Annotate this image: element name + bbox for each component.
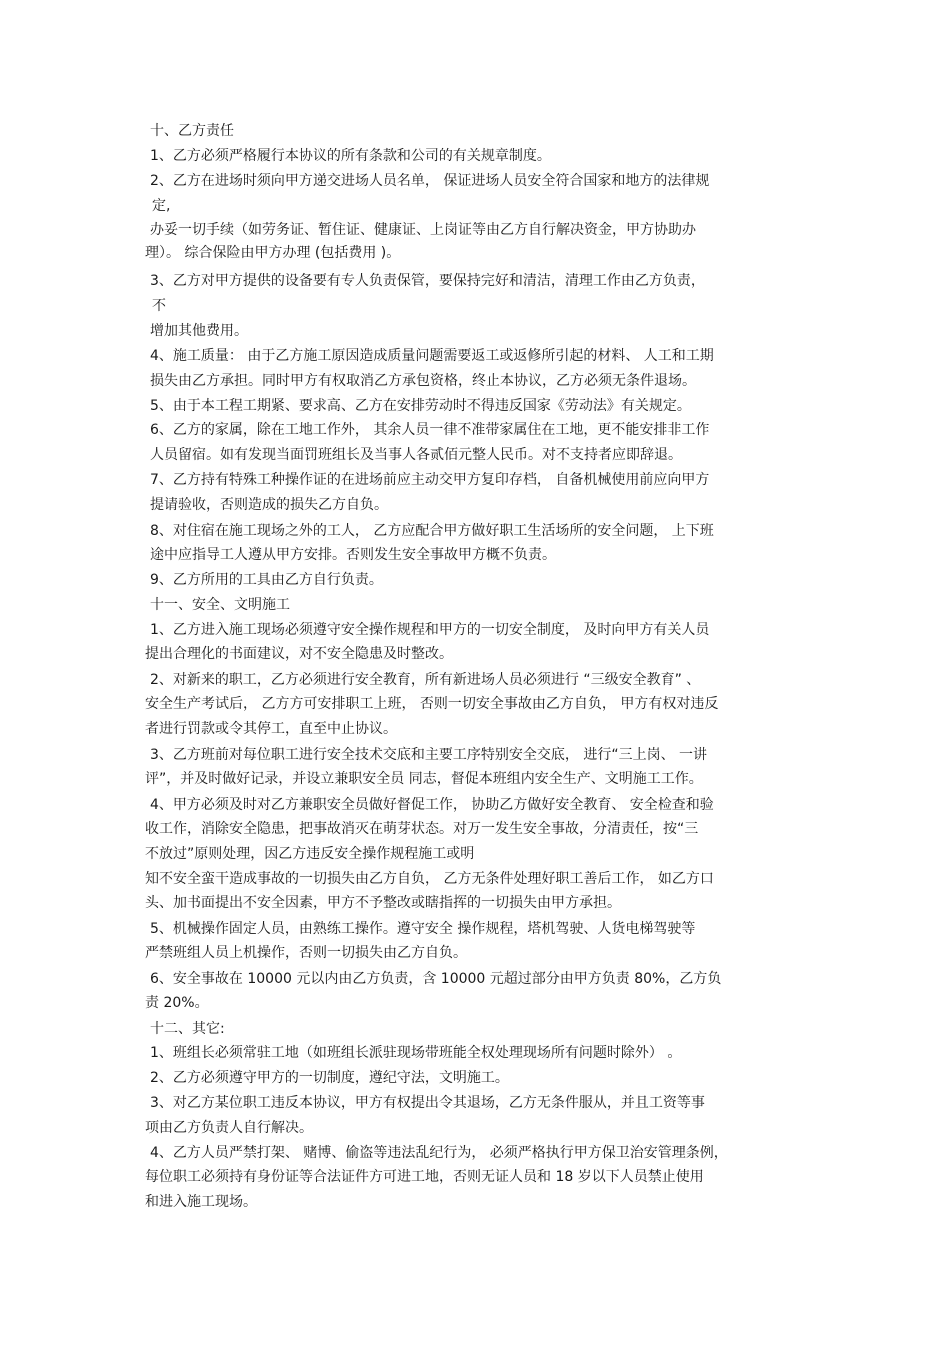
paragraph-line: 知不安全蛮干造成事故的一切损失由乙方自负， 乙方无条件处理好职工善后工作， 如乙方口 bbox=[145, 871, 714, 887]
paragraph-line: 2、对新来的职工，乙方必须进行安全教育，所有新进场人员必须进行 “三级安全教育” 、 bbox=[150, 672, 701, 688]
paragraph-line: 5、机械操作固定人员，由熟练工操作。遵守安全 操作规程，塔机驾驶、人货电梯驾驶等 bbox=[150, 921, 696, 937]
paragraph-line: 5、由于本工程工期紧、要求高、乙方在安排劳动时不得违反国家《劳动法》有关规定。 bbox=[150, 398, 691, 414]
paragraph-line: 6、安全事故在 10000 元以内由乙方负责，含 10000 元超过部分由甲方负责 80%，乙方负 bbox=[150, 971, 722, 987]
paragraph-line: 办妥一切手续（如劳务证、暂住证、健康证、上岗证等由乙方自行解决资金，甲方协助办 bbox=[150, 222, 696, 238]
paragraph-line: 途中应指导工人遵从甲方安排。否则发生安全事故甲方概不负责。 bbox=[150, 547, 556, 563]
paragraph-line: 评”，并及时做好记录，并设立兼职安全员 同志，督促本班组内安全生产、文明施工工作。 bbox=[145, 771, 703, 787]
paragraph-line: 1、乙方必须严格履行本协议的所有条款和公司的有关规章制度。 bbox=[150, 148, 551, 164]
paragraph-line: 责 20%。 bbox=[145, 995, 209, 1011]
section-heading-10: 十、乙方责任 bbox=[150, 123, 234, 139]
paragraph-line: 人员留宿。如有发现当面罚班组长及当事人各贰佰元整人民币。对不支持者应即辞退。 bbox=[150, 447, 682, 463]
paragraph-line: 2、乙方在进场时须向甲方递交进场人员名单， 保证进场人员安全符合国家和地方的法律规 bbox=[150, 173, 710, 189]
paragraph-line: 3、乙方对甲方提供的设备要有专人负责保管，要保持完好和清洁，清理工作由乙方负责， bbox=[150, 273, 705, 289]
paragraph-line: 4、甲方必须及时对乙方兼职安全员做好督促工作， 协助乙方做好安全教育、 安全检查和验 bbox=[150, 797, 714, 813]
paragraph-line: 定, bbox=[152, 198, 171, 214]
paragraph-line: 2、乙方必须遵守甲方的一切制度，遵纪守法，文明施工。 bbox=[150, 1070, 509, 1086]
paragraph-line: 和进入施工现场。 bbox=[145, 1194, 257, 1210]
paragraph-line: 提请验收，否则造成的损失乙方自负。 bbox=[150, 497, 388, 513]
paragraph-line: 6、乙方的家属，除在工地工作外， 其余人员一律不准带家属住在工地，更不能安排非工作 bbox=[150, 422, 710, 438]
paragraph-line: 4、施工质量： 由于乙方施工原因造成质量问题需要返工或返修所引起的材料、 人工和工期 bbox=[150, 348, 714, 364]
paragraph-line: 项由乙方负责人自行解决。 bbox=[145, 1120, 313, 1136]
paragraph-line: 3、对乙方某位职工违反本协议，甲方有权提出令其退场，乙方无条件服从，并且工资等事 bbox=[150, 1095, 705, 1111]
paragraph-line: 严禁班组人员上机操作，否则一切损失由乙方自负。 bbox=[145, 945, 467, 961]
paragraph-line: 7、乙方持有特殊工种操作证的在进场前应主动交甲方复印存档， 自备机械使用前应向甲方 bbox=[150, 472, 710, 488]
paragraph-line: 4、乙方人员严禁打架、 赌博、偷盗等违法乱纪行为， 必须严格执行甲方保卫治安管理条例， bbox=[150, 1145, 728, 1161]
paragraph-line: 9、乙方所用的工具由乙方自行负责。 bbox=[150, 572, 383, 588]
paragraph-line: 8、对住宿在施工现场之外的工人， 乙方应配合甲方做好职工生活场所的安全问题， 上下班 bbox=[150, 523, 714, 539]
paragraph-line: 安全生产考试后， 乙方方可安排职工上班， 否则一切安全事故由乙方自负， 甲方有权对违反 bbox=[145, 696, 719, 712]
section-heading-11: 十一、安全、文明施工 bbox=[150, 597, 290, 613]
paragraph-line: 增加其他费用。 bbox=[150, 323, 248, 339]
paragraph-line: 不放过”原则处理，因乙方违反安全操作规程施工或明 bbox=[145, 846, 475, 862]
paragraph-line: 1、班组长必须常驻工地（如班组长派驻现场带班能全权处理现场所有问题时除外） 。 bbox=[150, 1045, 682, 1061]
paragraph-line: 收工作，消除安全隐患，把事故消灭在萌芽状态。对万一发生安全事故，分清责任，按“三 bbox=[145, 821, 699, 837]
paragraph-line: 每位职工必须持有身份证等合法证件方可进工地，否则无证人员和 18 岁以下人员禁止使用 bbox=[145, 1169, 704, 1185]
paragraph-line: 3、乙方班前对每位职工进行安全技术交底和主要工序特别安全交底， 进行“三上岗、 一讲 bbox=[150, 747, 708, 763]
paragraph-line: 不 bbox=[152, 298, 166, 314]
section-heading-12: 十二、其它: bbox=[150, 1021, 225, 1037]
paragraph-line: 者进行罚款或令其停工，直至中止协议。 bbox=[145, 721, 397, 737]
paragraph-line: 1、乙方进入施工现场必须遵守安全操作规程和甲方的一切安全制度， 及时向甲方有关人员 bbox=[150, 622, 710, 638]
paragraph-line: 损失由乙方承担。同时甲方有权取消乙方承包资格，终止本协议，乙方必须无条件退场。 bbox=[150, 373, 696, 389]
paragraph-line: 提出合理化的书面建议，对不安全隐患及时整改。 bbox=[145, 646, 453, 662]
paragraph-line: 理）。 综合保险由甲方办理 (包括费用 )。 bbox=[145, 245, 401, 261]
paragraph-line: 头、加书面提出不安全因素，甲方不予整改或瞎指挥的一切损失由甲方承担。 bbox=[145, 895, 621, 911]
